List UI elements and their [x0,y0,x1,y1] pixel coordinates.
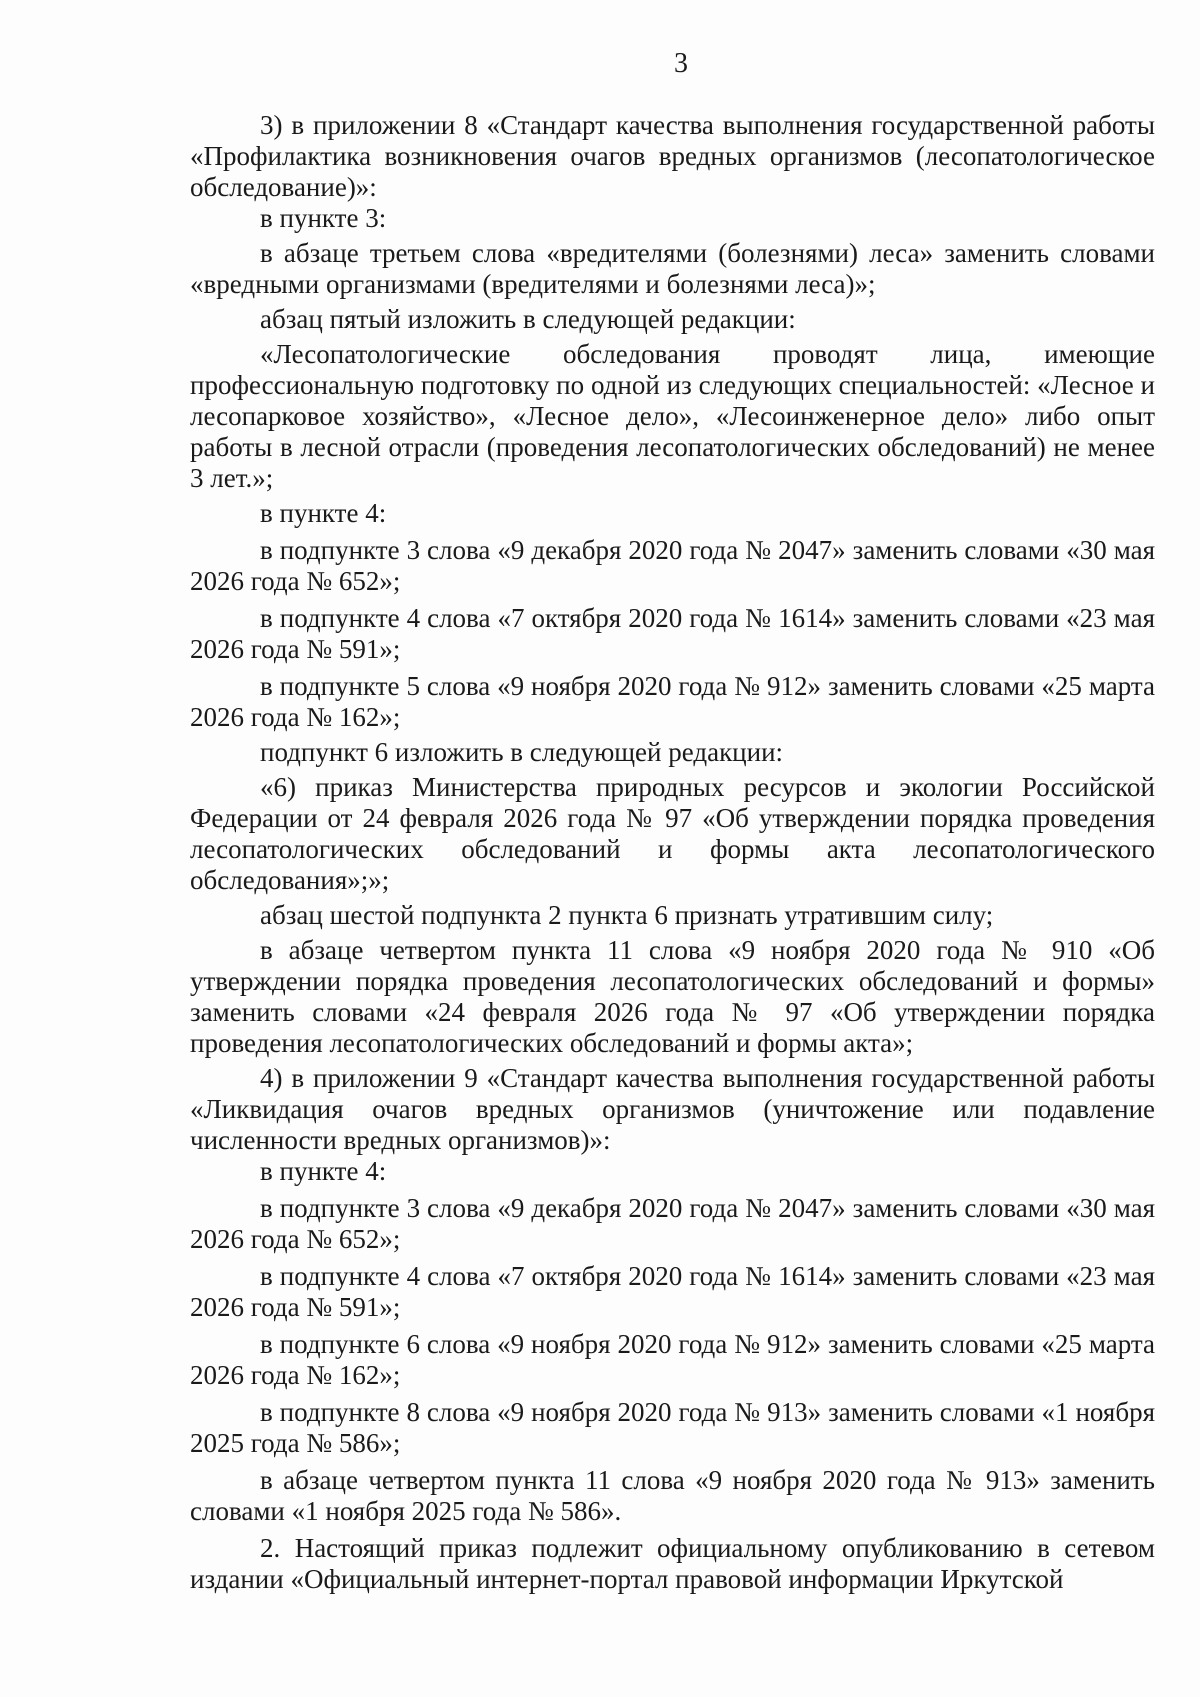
paragraph-subpoint-3: в подпункте 3 слова «9 декабря 2020 года № 2047» заменить словами «30 мая 2026 года № 652»; [190,535,1155,596]
paragraph-point-3: в пункте 3: [260,203,387,233]
paragraph-amend-appendix-9: 4) в приложении 9 «Стандарт качества выполнения государственной работы «Ликвидация очагов вредных организмов (уничтожение или подавление численности вредных организмов)»: [190,1063,1155,1155]
paragraph-point-11-second: в абзаце четвертом пункта 11 слова «9 ноября 2020 года № 913» заменить словами «1 ноября 2025 года № 586». [190,1465,1155,1526]
paragraph-point-4-second: в пункте 4: [260,1156,387,1186]
paragraph-subpoint-6-text: «6) приказ Министерства природных ресурсов и экологии Российской Федерации от 24 февраля 2026 года № 97 «Об утверждении порядка проведения лесопатологических обследований и формы акта лесопатологического обследования»;»; [190,772,1155,895]
paragraph-point-11-amend: в абзаце четвертом пункта 11 слова «9 ноября 2020 года № 910 «Об утверждении порядка проведения лесопатологических обследований и формы» заменить словами «24 февраля 2026 года № 97 «Об утверждении порядка проведения лесопатологических обследований и формы акта»; [190,935,1155,1058]
paragraph-amend-appendix-8: 3) в приложении 8 «Стандарт качества выполнения государственной работы «Профилактика возникновения очагов вредных организмов (лесопатологическое обследование)»: [190,110,1155,202]
paragraph-subpoint-6-second: в подпункте 6 слова «9 ноября 2020 года № 912» заменить словами «25 марта 2026 года № 162»; [190,1329,1155,1390]
paragraph-fifth-abzac-text: «Лесопатологические обследования проводят лица, имеющие профессиональную подготовку по одной из следующих специальностей: «Лесное и лесопарковое хозяйство», «Лесное дело», «Лесоинженерное дело» либо опыт работы в лесной отрасли (проведения лесопатологических обследований) не менее 3 лет.»; [190,339,1155,493]
paragraph-abzac-six-void: абзац шестой подпункта 2 пункта 6 признать утратившим силу; [260,900,994,930]
paragraph-point-4: в пункте 4: [260,498,387,528]
paragraph-subpoint-4: в подпункте 4 слова «7 октября 2020 года № 1614» заменить словами «23 мая 2026 года № 591»; [190,603,1155,664]
paragraph-fifth-abzac-intro: абзац пятый изложить в следующей редакции: [260,304,796,334]
page-number: 3 [674,48,688,79]
paragraph-subpoint-6-intro: подпункт 6 изложить в следующей редакции: [260,737,784,767]
paragraph-publication: 2. Настоящий приказ подлежит официальному опубликованию в сетевом издании «Официальный интернет-портал правовой информации Иркутской [190,1533,1155,1594]
paragraph-third-abzac: в абзаце третьем слова «вредителями (болезнями) леса» заменить словами «вредными организмами (вредителями и болезнями леса)»; [190,238,1155,299]
paragraph-subpoint-3-second: в подпункте 3 слова «9 декабря 2020 года № 2047» заменить словами «30 мая 2026 года № 652»; [190,1193,1155,1254]
paragraph-subpoint-4-second: в подпункте 4 слова «7 октября 2020 года № 1614» заменить словами «23 мая 2026 года № 591»; [190,1261,1155,1322]
paragraph-subpoint-5: в подпункте 5 слова «9 ноября 2020 года № 912» заменить словами «25 марта 2026 года № 162»; [190,671,1155,732]
paragraph-subpoint-8-second: в подпункте 8 слова «9 ноября 2020 года № 913» заменить словами «1 ноября 2025 года № 586»; [190,1397,1155,1458]
document-body [190,110,1155,1595]
